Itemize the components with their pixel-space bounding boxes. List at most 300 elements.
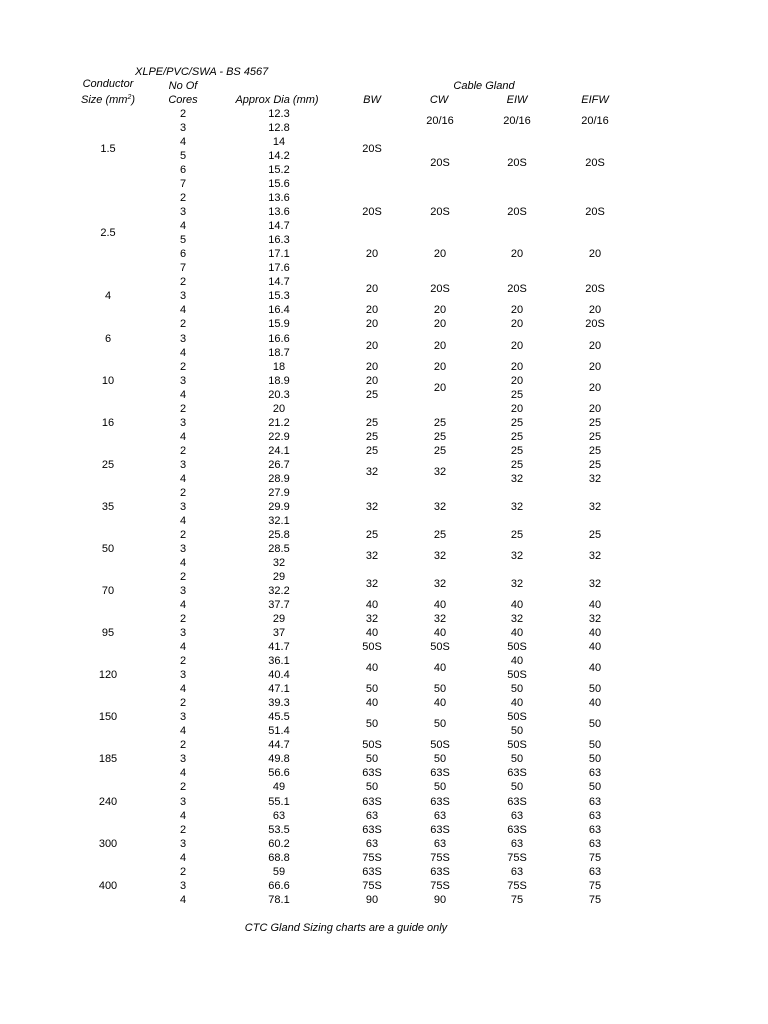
dia-value: 51.4 xyxy=(268,725,290,738)
dia-value: 18.9 xyxy=(268,374,290,387)
bw-gland-value: 40 xyxy=(365,599,379,611)
eifw-gland-value: 40 xyxy=(588,627,602,640)
dia-value: 14.7 xyxy=(268,276,290,289)
cores-value: 3 xyxy=(179,206,187,219)
dia-value: 25.8 xyxy=(268,528,290,541)
cw-gland-value: 40 xyxy=(433,697,447,710)
bw-gland-value: 20S xyxy=(362,206,382,219)
bw-gland-value: 40 xyxy=(365,627,379,640)
dia-value: 13.6 xyxy=(268,192,290,205)
eifw-gland-value: 40 xyxy=(588,599,602,611)
bw-gland-value: 25 xyxy=(365,388,379,401)
cw-gland-value: 40 xyxy=(433,599,447,611)
cores-value: 3 xyxy=(179,711,187,724)
cores-value: 6 xyxy=(179,248,187,261)
cores-value: 4 xyxy=(179,767,187,780)
cores-value: 7 xyxy=(179,178,187,191)
header-conductor-size-text: Size (mm xyxy=(80,94,128,106)
eiw-gland-value: 40 xyxy=(510,697,524,710)
dia-value: 13.6 xyxy=(268,206,290,219)
eifw-gland-value: 75 xyxy=(588,893,602,906)
eifw-gland-value: 32 xyxy=(588,549,602,562)
cores-value: 3 xyxy=(179,458,187,471)
eifw-gland-value: 40 xyxy=(588,697,602,710)
bw-gland-value: 40 xyxy=(365,662,379,675)
dia-value: 78.1 xyxy=(268,893,290,906)
cores-value: 2 xyxy=(179,697,187,710)
cw-gland-value: 20S xyxy=(430,206,450,219)
cores-value: 2 xyxy=(179,192,187,205)
bw-gland-value: 50 xyxy=(365,753,379,766)
cores-value: 2 xyxy=(179,865,187,878)
eiw-gland-value: 75S xyxy=(507,851,527,864)
cores-value: 2 xyxy=(179,739,187,752)
eiw-gland-value: 50 xyxy=(510,725,524,738)
dia-value: 26.7 xyxy=(268,458,290,471)
dia-value: 20.3 xyxy=(268,388,290,401)
dia-value: 16.4 xyxy=(268,304,290,317)
eifw-gland-value: 20 xyxy=(588,248,602,261)
dia-value: 16.6 xyxy=(268,332,290,345)
cw-gland-value: 63S xyxy=(430,865,450,878)
cores-value: 2 xyxy=(179,276,187,289)
dia-value: 24.1 xyxy=(268,444,290,457)
cw-gland-value: 25 xyxy=(433,430,447,443)
dia-value: 40.4 xyxy=(268,669,290,682)
dia-value: 18 xyxy=(272,360,286,373)
eifw-gland-value: 20S xyxy=(585,318,605,331)
conductor-size: 2.5 xyxy=(100,227,116,240)
conductor-size: 50 xyxy=(101,542,115,555)
cores-value: 5 xyxy=(179,234,187,247)
cores-value: 2 xyxy=(179,444,187,457)
eifw-gland-value: 63 xyxy=(588,767,602,780)
dia-value: 21.2 xyxy=(268,416,290,429)
bw-gland-value: 50 xyxy=(365,781,379,794)
eifw-gland-value: 63 xyxy=(588,809,602,822)
eiw-gland-value: 63S xyxy=(507,795,527,808)
dia-value: 49 xyxy=(272,781,286,794)
header-bw: BW xyxy=(363,94,381,106)
eifw-gland-value: 50 xyxy=(588,683,602,696)
bw-gland-value: 63S xyxy=(362,823,382,836)
eiw-gland-value: 25 xyxy=(510,444,524,457)
eiw-gland-value: 50S xyxy=(507,711,527,724)
dia-value: 68.8 xyxy=(268,851,290,864)
eiw-gland-value: 40 xyxy=(510,627,524,640)
cw-gland-value: 20S xyxy=(430,283,450,296)
eiw-gland-value: 40 xyxy=(510,655,524,668)
cw-gland-value: 32 xyxy=(433,613,447,626)
cores-value: 2 xyxy=(179,571,187,583)
eiw-gland-value: 50S xyxy=(507,641,527,654)
dia-value: 39.3 xyxy=(268,697,290,710)
cores-value: 4 xyxy=(179,893,187,906)
cores-value: 3 xyxy=(179,837,187,850)
dia-value: 17.1 xyxy=(268,248,290,261)
cw-gland-value: 50S xyxy=(430,641,450,654)
cores-value: 3 xyxy=(179,627,187,640)
cw-gland-value: 32 xyxy=(433,465,447,478)
bw-gland-value: 20 xyxy=(365,304,379,317)
eifw-gland-value: 50 xyxy=(588,753,602,766)
cw-gland-value: 20 xyxy=(433,339,447,352)
cw-gland-value: 50 xyxy=(433,718,447,731)
eiw-gland-value: 63S xyxy=(507,767,527,780)
conductor-size: 240 xyxy=(98,795,118,808)
cores-value: 2 xyxy=(179,613,187,626)
eifw-gland-value: 75 xyxy=(588,851,602,864)
cores-value: 3 xyxy=(179,753,187,766)
cw-gland-value: 25 xyxy=(433,528,447,541)
cw-gland-value: 32 xyxy=(433,500,447,513)
eiw-gland-value: 32 xyxy=(510,578,524,590)
eiw-gland-value: 20 xyxy=(510,318,524,331)
eiw-gland-value: 20S xyxy=(507,283,527,296)
eifw-gland-value: 20/16 xyxy=(581,115,609,127)
bw-gland-value: 50 xyxy=(365,718,379,731)
eifw-gland-value: 63 xyxy=(588,823,602,836)
conductor-size: 185 xyxy=(98,753,118,766)
bw-gland-value: 50S xyxy=(362,641,382,654)
bw-gland-value: 63S xyxy=(362,795,382,808)
footer-note: CTC Gland Sizing charts are a guide only xyxy=(244,922,448,934)
dia-value: 53.5 xyxy=(268,823,290,836)
conductor-size: 4 xyxy=(104,290,112,303)
eiw-gland-value: 50S xyxy=(507,669,527,682)
cores-value: 3 xyxy=(179,122,187,134)
cw-gland-value: 20 xyxy=(433,360,447,373)
cores-value: 4 xyxy=(179,430,187,443)
header-eiw: EIW xyxy=(506,94,528,106)
cores-value: 4 xyxy=(179,851,187,864)
header-cw: CW xyxy=(429,94,449,106)
eifw-gland-value: 20 xyxy=(588,402,602,415)
eiw-gland-value: 63 xyxy=(510,837,524,850)
bw-gland-value: 32 xyxy=(365,500,379,513)
eiw-gland-value: 20 xyxy=(510,304,524,317)
conductor-size: 400 xyxy=(98,879,118,892)
cw-gland-value: 40 xyxy=(433,662,447,675)
cw-gland-value: 20 xyxy=(433,304,447,317)
cores-value: 4 xyxy=(179,136,187,149)
bw-gland-value: 20 xyxy=(365,248,379,261)
cores-value: 4 xyxy=(179,599,187,611)
header-conductor: Conductor xyxy=(82,78,134,90)
cores-value: 3 xyxy=(179,542,187,555)
eifw-gland-value: 32 xyxy=(588,578,602,590)
cores-value: 6 xyxy=(179,164,187,177)
dia-value: 12.8 xyxy=(268,122,290,134)
eifw-gland-value: 20S xyxy=(585,157,605,170)
eiw-gland-value: 40 xyxy=(510,599,524,611)
bw-gland-value: 90 xyxy=(365,893,379,906)
cores-value: 4 xyxy=(179,388,187,401)
conductor-size: 70 xyxy=(101,585,115,597)
header-conductor-size-sup: 2 xyxy=(127,94,132,101)
eiw-gland-value: 20 xyxy=(510,374,524,387)
eiw-gland-value: 63S xyxy=(507,823,527,836)
header-conductor-size-close: ) xyxy=(131,94,136,106)
eiw-gland-value: 20 xyxy=(510,360,524,373)
dia-value: 29 xyxy=(272,613,286,626)
cw-gland-value: 50 xyxy=(433,753,447,766)
eiw-gland-value: 20/16 xyxy=(503,115,531,127)
cw-gland-value: 63 xyxy=(433,837,447,850)
dia-value: 14 xyxy=(272,136,286,149)
cw-gland-value: 25 xyxy=(433,416,447,429)
cw-gland-value: 20 xyxy=(433,381,447,394)
dia-value: 36.1 xyxy=(268,655,290,668)
dia-value: 66.6 xyxy=(268,879,290,892)
eiw-gland-value: 25 xyxy=(510,528,524,541)
cores-value: 2 xyxy=(179,402,187,415)
bw-gland-value: 25 xyxy=(365,416,379,429)
bw-gland-value: 20S xyxy=(362,143,382,156)
conductor-size: 10 xyxy=(101,374,115,387)
header-cores: Cores xyxy=(168,94,198,106)
eifw-gland-value: 63 xyxy=(588,795,602,808)
eiw-gland-value: 63 xyxy=(510,809,524,822)
dia-value: 60.2 xyxy=(268,837,290,850)
bw-gland-value: 75S xyxy=(362,851,382,864)
eiw-gland-value: 32 xyxy=(510,500,524,513)
header-approx-dia: Approx Dia (mm) xyxy=(235,94,319,106)
dia-value: 44.7 xyxy=(268,739,290,752)
bw-gland-value: 50 xyxy=(365,683,379,696)
eiw-gland-value: 25 xyxy=(510,458,524,471)
cores-value: 3 xyxy=(179,374,187,387)
eiw-gland-value: 50 xyxy=(510,753,524,766)
eiw-gland-value: 32 xyxy=(510,472,524,485)
bw-gland-value: 25 xyxy=(365,430,379,443)
bw-gland-value: 63S xyxy=(362,865,382,878)
cores-value: 2 xyxy=(179,360,187,373)
dia-value: 27.9 xyxy=(268,486,290,499)
eifw-gland-value: 20S xyxy=(585,283,605,296)
cw-gland-value: 63S xyxy=(430,795,450,808)
dia-value: 56.6 xyxy=(268,767,290,780)
bw-gland-value: 32 xyxy=(365,465,379,478)
eifw-gland-value: 25 xyxy=(588,430,602,443)
bw-gland-value: 20 xyxy=(365,283,379,296)
cores-value: 2 xyxy=(179,823,187,836)
eiw-gland-value: 25 xyxy=(510,388,524,401)
cores-value: 4 xyxy=(179,304,187,317)
dia-value: 47.1 xyxy=(268,683,290,696)
dia-value: 15.9 xyxy=(268,318,290,331)
bw-gland-value: 25 xyxy=(365,528,379,541)
eiw-gland-value: 32 xyxy=(510,613,524,626)
eiw-gland-value: 50 xyxy=(510,683,524,696)
eifw-gland-value: 63 xyxy=(588,865,602,878)
cores-value: 3 xyxy=(179,290,187,303)
dia-value: 14.2 xyxy=(268,150,290,163)
dia-value: 17.6 xyxy=(268,262,290,275)
dia-value: 14.7 xyxy=(268,220,290,233)
dia-value: 15.6 xyxy=(268,178,290,191)
cw-gland-value: 75S xyxy=(430,851,450,864)
cores-value: 4 xyxy=(179,346,187,359)
bw-gland-value: 20 xyxy=(365,360,379,373)
cores-value: 2 xyxy=(179,528,187,541)
eifw-gland-value: 20 xyxy=(588,381,602,394)
cw-gland-value: 63S xyxy=(430,823,450,836)
cores-value: 3 xyxy=(179,795,187,808)
eifw-gland-value: 20 xyxy=(588,339,602,352)
bw-gland-value: 32 xyxy=(365,549,379,562)
eiw-gland-value: 20 xyxy=(510,248,524,261)
dia-value: 28.5 xyxy=(268,542,290,555)
cores-value: 2 xyxy=(179,655,187,668)
dia-value: 12.3 xyxy=(268,108,290,120)
eifw-gland-value: 50 xyxy=(588,718,602,731)
conductor-size: 95 xyxy=(101,627,115,640)
cw-gland-value: 75S xyxy=(430,879,450,892)
cores-value: 5 xyxy=(179,150,187,163)
eiw-gland-value: 25 xyxy=(510,416,524,429)
bw-gland-value: 63S xyxy=(362,767,382,780)
eiw-gland-value: 20 xyxy=(510,339,524,352)
dia-value: 32.1 xyxy=(268,514,290,527)
cores-value: 4 xyxy=(179,557,187,569)
eifw-gland-value: 25 xyxy=(588,444,602,457)
conductor-size: 35 xyxy=(101,500,115,513)
conductor-size: 6 xyxy=(104,332,112,345)
chart-title: XLPE/PVC/SWA - BS 4567 xyxy=(135,66,269,78)
conductor-size: 16 xyxy=(101,416,115,429)
bw-gland-value: 50S xyxy=(362,739,382,752)
cw-gland-value: 50 xyxy=(433,683,447,696)
cores-value: 4 xyxy=(179,220,187,233)
cw-gland-value: 50 xyxy=(433,781,447,794)
header-eifw: EIFW xyxy=(581,94,609,106)
cores-value: 4 xyxy=(179,514,187,527)
eifw-gland-value: 25 xyxy=(588,458,602,471)
cores-value: 4 xyxy=(179,641,187,654)
cw-gland-value: 50S xyxy=(430,739,450,752)
conductor-size: 120 xyxy=(98,669,118,682)
eifw-gland-value: 63 xyxy=(588,837,602,850)
cw-gland-value: 40 xyxy=(433,627,447,640)
cores-value: 3 xyxy=(179,500,187,513)
cw-gland-value: 63S xyxy=(430,767,450,780)
bw-gland-value: 20 xyxy=(365,318,379,331)
cw-gland-value: 32 xyxy=(433,578,447,590)
header-no-of: No Of xyxy=(168,80,198,92)
eiw-gland-value: 50 xyxy=(510,781,524,794)
dia-value: 49.8 xyxy=(268,753,290,766)
eifw-gland-value: 25 xyxy=(588,528,602,541)
dia-value: 55.1 xyxy=(268,795,290,808)
dia-value: 63 xyxy=(272,809,286,822)
eifw-gland-value: 25 xyxy=(588,416,602,429)
eiw-gland-value: 75 xyxy=(510,893,524,906)
cores-value: 4 xyxy=(179,472,187,485)
dia-value: 41.7 xyxy=(268,641,290,654)
dia-value: 16.3 xyxy=(268,234,290,247)
cores-value: 3 xyxy=(179,416,187,429)
conductor-size: 25 xyxy=(101,458,115,471)
eiw-gland-value: 25 xyxy=(510,430,524,443)
eifw-gland-value: 32 xyxy=(588,500,602,513)
bw-gland-value: 20 xyxy=(365,339,379,352)
cores-value: 3 xyxy=(179,879,187,892)
eifw-gland-value: 40 xyxy=(588,641,602,654)
cw-gland-value: 20S xyxy=(430,157,450,170)
bw-gland-value: 40 xyxy=(365,697,379,710)
eifw-gland-value: 40 xyxy=(588,662,602,675)
bw-gland-value: 75S xyxy=(362,879,382,892)
cores-value: 2 xyxy=(179,486,187,499)
dia-value: 22.9 xyxy=(268,430,290,443)
bw-gland-value: 63 xyxy=(365,837,379,850)
eifw-gland-value: 20 xyxy=(588,360,602,373)
dia-value: 37 xyxy=(272,627,286,640)
dia-value: 20 xyxy=(272,402,286,415)
cores-value: 4 xyxy=(179,725,187,738)
header-conductor-size xyxy=(81,94,135,107)
cw-gland-value: 90 xyxy=(433,893,447,906)
dia-value: 15.2 xyxy=(268,164,290,177)
eifw-gland-value: 20S xyxy=(585,206,605,219)
cw-gland-value: 20 xyxy=(433,248,447,261)
eifw-gland-value: 32 xyxy=(588,613,602,626)
conductor-size: 300 xyxy=(98,837,118,850)
cores-value: 3 xyxy=(179,669,187,682)
dia-value: 45.5 xyxy=(268,711,290,724)
dia-value: 29 xyxy=(272,571,286,583)
dia-value: 28.9 xyxy=(268,472,290,485)
cores-value: 7 xyxy=(179,262,187,275)
conductor-size: 1.5 xyxy=(100,143,116,156)
bw-gland-value: 32 xyxy=(365,578,379,590)
conductor-size: 150 xyxy=(98,711,118,724)
bw-gland-value: 63 xyxy=(365,809,379,822)
eiw-gland-value: 50S xyxy=(507,739,527,752)
cw-gland-value: 20/16 xyxy=(426,115,454,127)
dia-value: 18.7 xyxy=(268,346,290,359)
dia-value: 32.2 xyxy=(268,585,290,597)
cores-value: 4 xyxy=(179,683,187,696)
bw-gland-value: 20 xyxy=(365,374,379,387)
cw-gland-value: 20 xyxy=(433,318,447,331)
eifw-gland-value: 32 xyxy=(588,472,602,485)
cw-gland-value: 25 xyxy=(433,444,447,457)
eifw-gland-value: 50 xyxy=(588,739,602,752)
cores-value: 3 xyxy=(179,585,187,597)
eiw-gland-value: 63 xyxy=(510,865,524,878)
dia-value: 29.9 xyxy=(268,500,290,513)
dia-value: 15.3 xyxy=(268,290,290,303)
cores-value: 3 xyxy=(179,332,187,345)
eiw-gland-value: 20S xyxy=(507,206,527,219)
bw-gland-value: 25 xyxy=(365,444,379,457)
cw-gland-value: 63 xyxy=(433,809,447,822)
eiw-gland-value: 75S xyxy=(507,879,527,892)
dia-value: 37.7 xyxy=(268,599,290,611)
eiw-gland-value: 32 xyxy=(510,549,524,562)
cores-value: 2 xyxy=(179,781,187,794)
eifw-gland-value: 75 xyxy=(588,879,602,892)
eifw-gland-value: 50 xyxy=(588,781,602,794)
bw-gland-value: 32 xyxy=(365,613,379,626)
cw-gland-value: 32 xyxy=(433,549,447,562)
header-cable-gland: Cable Gland xyxy=(453,80,515,92)
dia-value: 32 xyxy=(272,557,286,569)
cores-value: 2 xyxy=(179,108,187,120)
eiw-gland-value: 20 xyxy=(510,402,524,415)
